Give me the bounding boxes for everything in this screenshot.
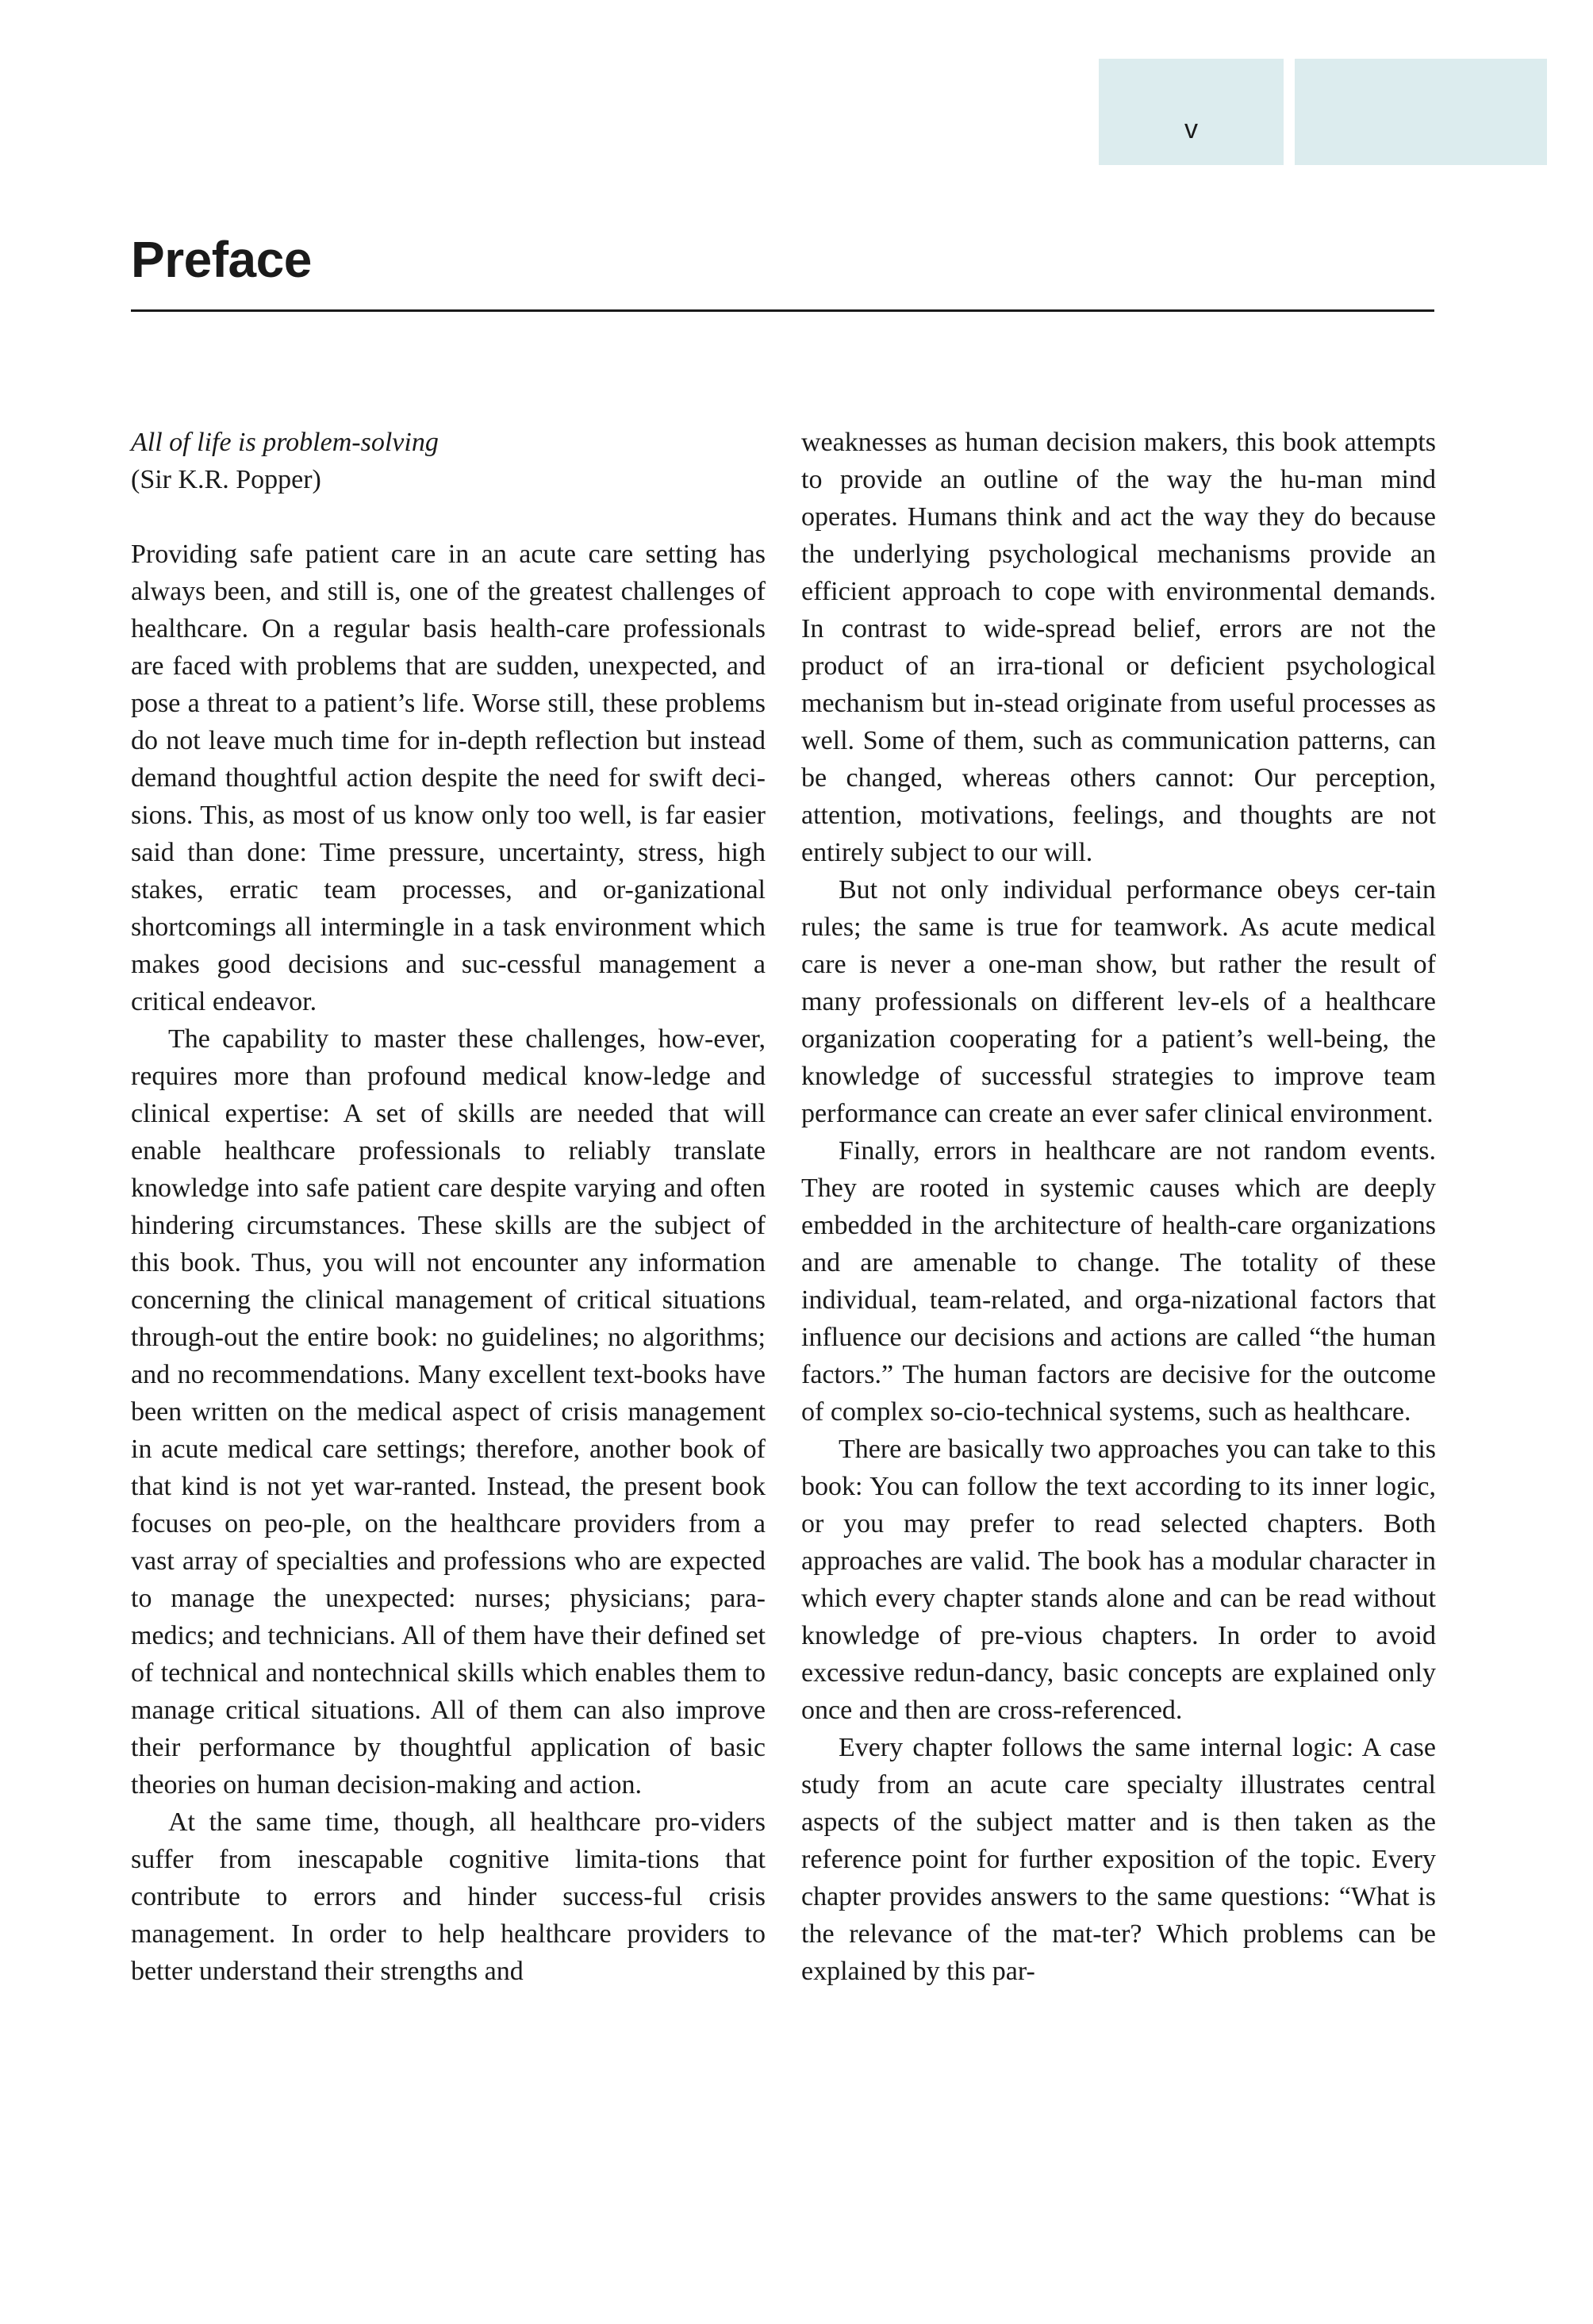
epigraph-quote: All of life is problem-solving <box>131 428 439 457</box>
header-tab-right <box>1295 59 1547 165</box>
paragraph: Providing safe patient care in an acute care setting has always been, and still is, one of the greatest challenges of healthcare. On a regular basis health-care professionals are faced with problems that are sudden, unexpected, and pose a threat to a patient’s life. Worse still, these problems do not leave much time for in-depth reflection but instead demand thoughtful action despite the need for swift deci-sions. This, as most of us know only too well, is far easier said than done: Time pressure, uncertainty, stress, high stakes, erratic team processes, and or-ganizational shortcomings all intermingle in a task environment which makes good decisions and suc-cessful management a critical endeavor. <box>131 540 766 1016</box>
paragraph: Finally, errors in healthcare are not random events. They are rooted in systemic causes which are deeply embedded in the architecture of health-care organizations and are amenable to change. The totality of these individual, team-related, and orga-nizational factors that influence our decisions and actions are called “the human factors.” The human factors are decisive for the outcome of complex so-cio-technical systems, such as healthcare. <box>801 1136 1436 1427</box>
paragraph: weaknesses as human decision makers, this book attempts to provide an outline of the way the hu-man mind operates. Humans think and act the way they do because the underlying psychological mechanisms provide an efficient approach to cope with environmental demands. In contrast to wide-spread belief, errors are not the product of an irra-tional or deficient psychological mechanism but in-stead originate from useful processes as well. Some of them, such as communication patterns, can be changed, whereas others cannot: Our perception, attention, motivations, feelings, and thoughts are not entirely subject to our will. <box>801 428 1436 867</box>
left-column <box>131 424 766 1990</box>
right-column <box>801 424 1436 1990</box>
paragraph: There are basically two approaches you can take to this book: You can follow the text according to its inner logic, or you may prefer to read selected chapters. Both approaches are valid. The book has a modular character in which every chapter stands alone and can be read without knowledge of pre-vious chapters. In order to avoid excessive redun-dancy, basic concepts are explained only once and then are cross-referenced. <box>801 1435 1436 1725</box>
paragraph: At the same time, though, all healthcare pro-viders suffer from inescapable cognitive limita-tions that contribute to errors and hinder success-ful crisis management. In order to help healthcare providers to better understand their strengths and <box>131 1807 766 1986</box>
chapter-title: Preface <box>131 231 312 288</box>
paragraph: But not only individual performance obeys cer-tain rules; the same is true for teamwork. As acute medical care is never a one-man show, but rather the result of many professionals on different lev-els of a healthcare organization cooperating for a patient’s well-being, the knowledge of successful strategies to improve team performance can create an ever safer clinical environment. <box>801 875 1436 1128</box>
title-divider <box>131 309 1434 312</box>
page-number: v <box>1184 114 1198 144</box>
epigraph-author: (Sir K.R. Popper) <box>131 465 321 494</box>
paragraph: Every chapter follows the same internal logic: A case study from an acute care specialty illustrates central aspects of the subject matter and is then taken as the reference point for further exposition of the topic. Every chapter provides answers to the same questions: “What is the relevance of the mat-ter? Which problems can be explained by this par- <box>801 1733 1436 1986</box>
paragraph: The capability to master these challenges, how-ever, requires more than profound medical know-ledge and clinical expertise: A set of skills are needed that will enable healthcare professionals to reliably translate knowledge into safe patient care despite varying and often hindering circumstances. These skills are the subject of this book. Thus, you will not encounter any information concerning the clinical management of critical situations through-out the entire book: no guidelines; no algorithms; and no recommendations. Many excellent text-books have been written on the medical aspect of crisis management in acute medical care settings; therefore, another book of that kind is not yet war-ranted. Instead, the present book focuses on peo-ple, on the healthcare providers from a vast array of specialties and professions who are expected to manage the unexpected: nurses; physicians; para-medics; and technicians. All of them have their defined set of technical and nontechnical skills which enables them to manage critical situations. All of them can also improve their performance by thoughtful application of basic theories on human decision-making and action. <box>131 1024 766 1800</box>
